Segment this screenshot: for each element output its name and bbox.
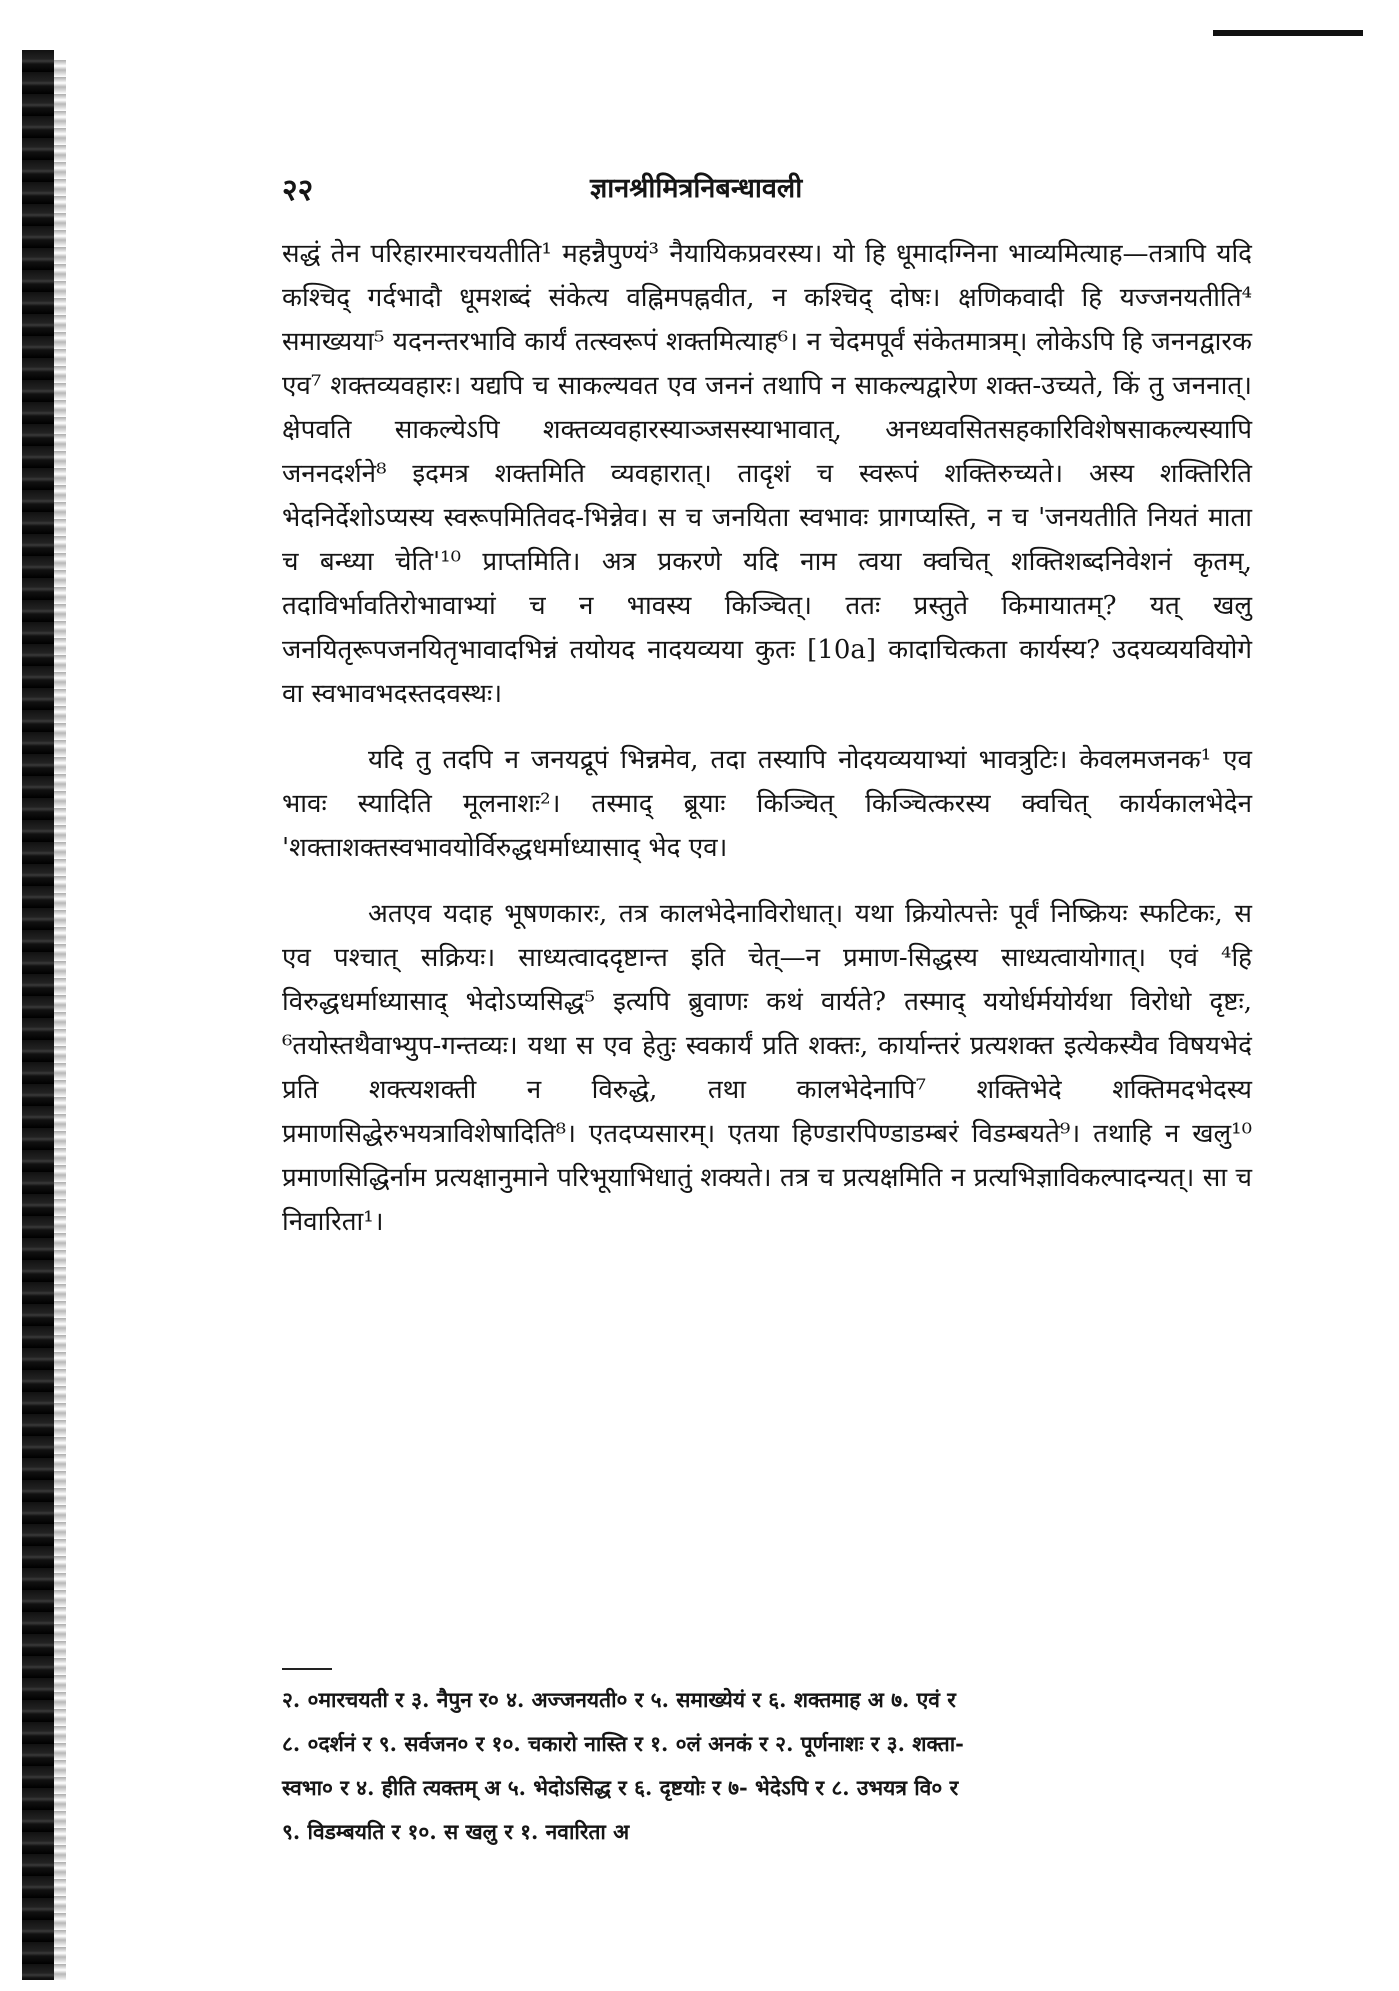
book-spine-edge xyxy=(54,60,66,1980)
footnote-line-2: ८. ०दर्शनं र ९. सर्वजन० र १०. चकारो नास्ति र १. ०लं अनकं र २. पूर्णनाशः र ३. शक्ता- xyxy=(282,1731,964,1756)
running-title: ज्ञानश्रीमित्रनिबन्धावली xyxy=(590,173,803,204)
footnotes-separator xyxy=(282,1668,332,1670)
page-number: २२ xyxy=(282,173,314,208)
main-text xyxy=(282,232,1252,1266)
paragraph-2: यदि तु तदपि न जनयद्रूपं भिन्नमेव, तदा तस्यापि नोदयव्ययाभ्यां भावत्रुटिः। केवलमजनक¹ एव भावः स्यादिति मूलनाशः²। तस्माद् ब्रूयाः किञ्चित् किञ्चित्करस्य क्वचित् कार्यकालभेदेन 'शक्ताशक्तस्वभावयोर्विरुद्धधर्माध्यासाद् भेद एव। xyxy=(282,745,1252,863)
paragraph-1: सद्धं तेन परिहारमारचयतीति¹ महन्नैपुण्यं³ नैयायिकप्रवरस्य। यो हि धूमादग्निना भाव्यमित्याह—तत्रापि यदि कश्चिद् गर्दभादौ धूमशब्दं संकेत्य वह्निमपह्नवीत, न कश्चिद् दोषः। क्षणिकवादी हि यज्जनयतीति⁴ समाख्यया⁵ यदनन्तरभावि कार्यं तत्स्वरूपं शक्तमित्याह⁶। न चेदमपूर्वं संकेतमात्रम्। लोकेऽपि हि जननद्वारक एव⁷ शक्तव्यवहारः। यद्यपि च साकल्यवत एव जननं तथापि न साकल्यद्वारेण शक्त-उच्यते, किं तु जननात्। क्षेपवति साकल्येऽपि शक्तव्यवहारस्याञ्जसस्याभावात्, अनध्यवसितसहकारिविशेषसाकल्यस्यापि जननदर्शने⁸ इदमत्र शक्तमिति व्यवहारात्। तादृशं च स्वरूपं शक्तिरुच्यते। अस्य शक्तिरिति भेदनिर्देशोऽप्यस्य स्वरूपमितिवद-भिन्नेव। स च जनयिता स्वभावः प्रागप्यस्ति, न च 'जनयतीति नियतं माता च बन्ध्या चेति'¹⁰ प्राप्तमिति। अत्र प्रकरणे यदि नाम त्वया क्वचित् शक्तिशब्दनिवेशनं कृतम्, तदाविर्भावतिरोभावाभ्यां च न भावस्य किञ्चित्। ततः प्रस्तुते किमायातम्? यत् खलु जनयितृरूपजनयितृभावादभिन्नं तयोयद नादयव्यया कुतः [10a] कादाचित्कता कार्यस्य? उदयव्ययवियोगे वा स्वभावभदस्तदवस्थः। xyxy=(282,239,1252,709)
book-spine-shadow xyxy=(22,50,54,1980)
top-rule-line xyxy=(1213,30,1363,36)
paragraph-3: अतएव यदाह भूषणकारः, तत्र कालभेदेनाविरोधात्। यथा क्रियोत्पत्तेः पूर्वं निष्क्रियः स्फटिकः, स एव पश्चात् सक्रियः। साध्यत्वाददृष्टान्त इति चेत्—न प्रमाण-सिद्धस्य साध्यत्वायोगात्। एवं ⁴हि विरुद्धधर्माध्यासाद् भेदोऽप्यसिद्ध⁵ इत्यपि ब्रुवाणः कथं वार्यते? तस्माद् ययोर्धर्मयोर्यथा विरोधो दृष्टः, ⁶तयोस्तथैवाभ्युप-गन्तव्यः। यथा स एव हेतुः स्वकार्यं प्रति शक्तः, कार्यान्तरं प्रत्यशक्त इत्येकस्यैव विषयभेदं प्रति शक्त्यशक्ती न विरुद्धे, तथा कालभेदेनापि⁷ शक्तिभेदे शक्तिमदभेदस्य प्रमाणसिद्धेरुभयत्राविशेषादिति⁸। एतदप्यसारम्। एतया हिण्डारपिण्डाडम्बरं विडम्बयते⁹। तथाहि न खलु¹⁰ प्रमाणसिद्धिर्नाम प्रत्यक्षानुमाने परिभूयाभिधातुं शक्यते। तत्र च प्रत्यक्षमिति न प्रत्यभिज्ञाविकल्पादन्यत्। सा च निवारिता¹। xyxy=(282,899,1252,1237)
footnotes xyxy=(282,1678,1252,1854)
footnote-line-1: २. ०मारचयती र ३. नैपुन र० ४. अज्जनयती० र ५. समाख्येयं र ६. शक्तमाह अ ७. एवं र xyxy=(282,1687,956,1712)
footnote-line-3: स्वभा० र ४. हीति त्यक्तम् अ ५. भेदोऽसिद्ध र ६. दृष्टयोः र ७- भेदेऽपि र ८. उभयत्र वि० र xyxy=(282,1775,959,1800)
footnote-line-4: ९. विडम्बयति र १०. स खलु र १. नवारिता अ xyxy=(282,1819,630,1844)
